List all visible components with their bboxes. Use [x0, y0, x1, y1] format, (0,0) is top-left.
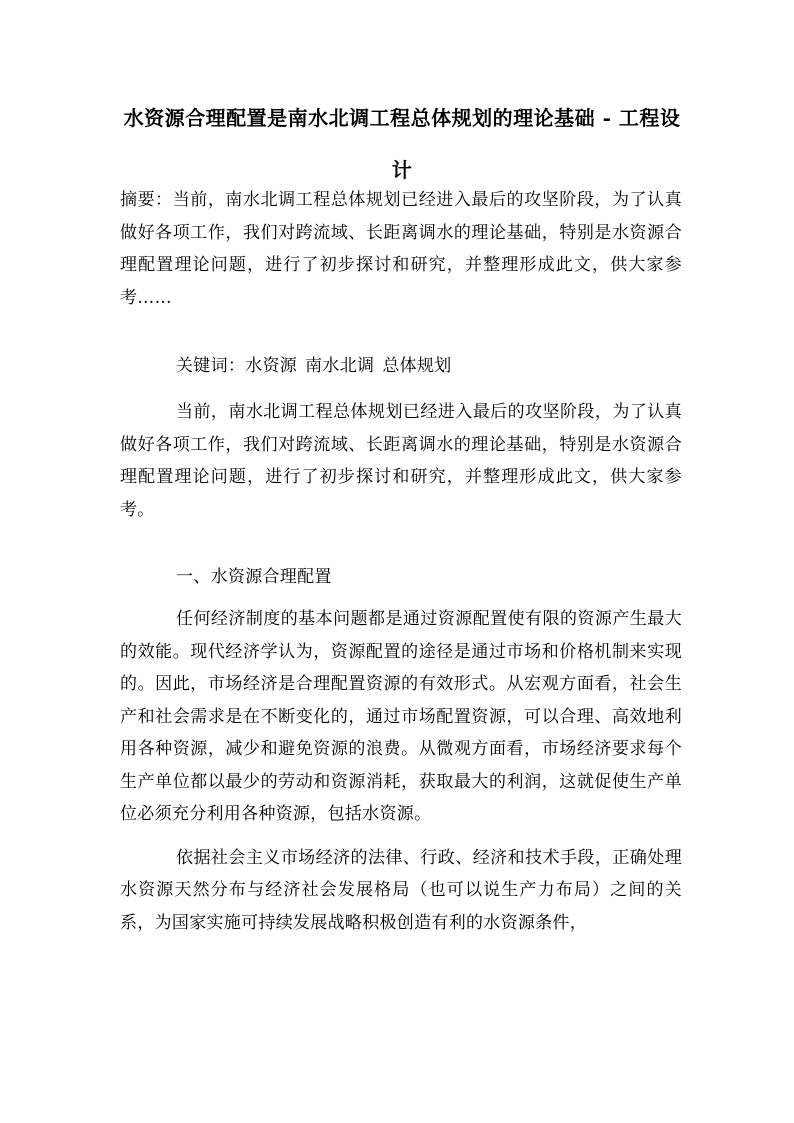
keyword-item: 总体规划 — [382, 356, 452, 376]
section-body-block — [120, 603, 682, 939]
document-title: 水资源合理配置是南水北调工程总体规划的理论基础 - 工程设计 — [123, 106, 681, 182]
body-paragraph: 当前，南水北调工程总体规划已经进入最后的攻坚阶段，为了认真做好各项工作，我们对跨流域、长距离调水的理论基础，特别是水资源合理配置理论问题，进行了初步探讨和研究，并整理形成此文，供大家参考。 — [120, 402, 682, 520]
intro-block — [120, 396, 682, 526]
keyword-item: 南水北调 — [305, 356, 375, 376]
keyword-item: 水资源 — [245, 356, 298, 376]
abstract-block — [120, 184, 682, 314]
keywords-line — [176, 350, 460, 382]
body-paragraph: 依据社会主义市场经济的法律、行政、经济和技术手段，正确处理水资源天然分布与经济社会发展格局（也可以说生产力布局）之间的关系，为国家实施可持续发展战略积极创造有利的水资源条件， — [120, 847, 682, 933]
section-heading: 一、水资源合理配置 — [176, 567, 332, 587]
abstract-paragraph: 摘要：当前，南水北调工程总体规划已经进入最后的攻坚阶段，为了认真做好各项工作，我们对跨流域、长距离调水的理论基础，特别是水资源合理配置理论问题，进行了初步探讨和研究，并整理形成此文，供大家参考…… — [120, 190, 682, 308]
keywords-label: 关键词： — [176, 356, 246, 376]
body-paragraph: 任何经济制度的基本问题都是通过资源配置使有限的资源产生最大的效能。现代经济学认为，资源配置的途径是通过市场和价格机制来实现的。因此，市场经济是合理配置资源的有效形式。从宏观方面看，社会生产和社会需求是在不断变化的，通过市场配置资源，可以合理、高效地利用各种资源，减少和避免资源的浪费。从微观方面看，市场经济要求每个生产单位都以最少的劳动和资源消耗，获取最大的利润，这就促使生产单位必须充分利用各种资源，包括水资源。 — [120, 609, 682, 824]
